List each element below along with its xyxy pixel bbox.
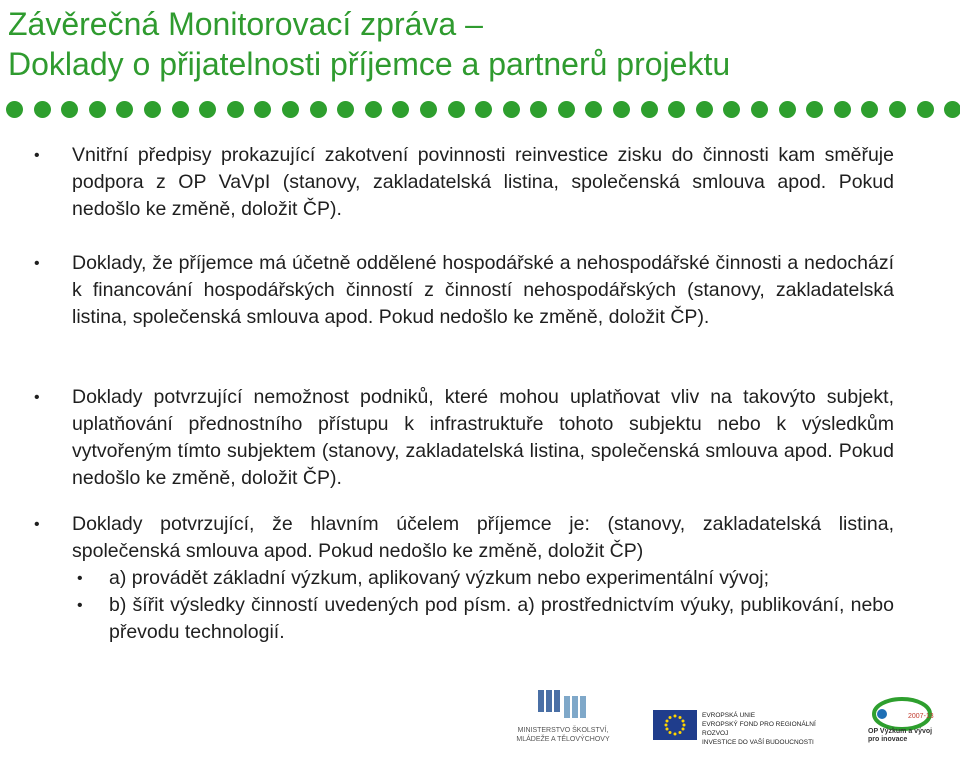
divider-dot: [944, 101, 960, 118]
bullet-icon: •: [77, 570, 83, 587]
bullet-item: [34, 142, 894, 223]
title-line-1: Závěrečná Monitorovací zpráva –: [8, 6, 483, 42]
msmt-line-2: MLÁDEŽE A TĚLOVÝCHOVY: [516, 736, 610, 743]
eu-line-1: EVROPSKÁ UNIE: [702, 712, 756, 719]
divider-dot: [172, 101, 189, 118]
divider-dot: [116, 101, 133, 118]
divider-dot: [751, 101, 768, 118]
divider-dot: [723, 101, 740, 118]
bullet-text: Doklady potvrzující, že hlavním účelem příjemce je: (stanovy, zakladatelská listina, společenská smlouva apod. Pokud nedošlo ke změně, doložit ČP): [72, 513, 894, 562]
divider-dot: [310, 101, 327, 118]
eu-caption: [702, 711, 827, 747]
op-line-1: OP Výzkum a vývoj: [868, 728, 933, 735]
bullet-item: [34, 384, 894, 492]
divider-dot: [392, 101, 409, 118]
divider-dot: [420, 101, 437, 118]
divider-dot: [254, 101, 271, 118]
op-line-2: pro inovace: [868, 736, 908, 743]
divider-dot: [61, 101, 78, 118]
divider-dot: [282, 101, 299, 118]
bullet-icon: •: [34, 147, 40, 164]
divider-dot: [503, 101, 520, 118]
divider-dot: [199, 101, 216, 118]
sub-bullet-item: [77, 592, 894, 646]
slide-title: [8, 4, 953, 84]
divider-dot: [227, 101, 244, 118]
divider-dot: [448, 101, 465, 118]
bullet-icon: •: [34, 389, 40, 406]
msmt-logo-icon: [508, 686, 618, 756]
divider-dot: [558, 101, 575, 118]
divider-dot: [475, 101, 492, 118]
title-line-2: Doklady o přijatelnosti příjemce a partnerů projektu: [8, 46, 731, 82]
divider-dot: [337, 101, 354, 118]
divider-dot: [917, 101, 934, 118]
divider-dot: [641, 101, 658, 118]
sub-bullet-text: b) šířit výsledky činností uvedených pod písm. a) prostřednictvím výuky, publikování, nebo převodu technologií.: [109, 594, 894, 643]
eu-flag-icon: [653, 710, 697, 740]
footer-logos: [0, 680, 960, 771]
bullet-text: Doklady potvrzující nemožnost podniků, které mohou uplatňovat vliv na takovýto subjekt, uplatňování přednostního přístupu k infrastruktuře tohoto subjektu nebo k výsledkům vytvořeným tímto subjektem (stanovy, zakladatelská listina, společenská smlouva apod. Pokud nedošlo ke změně, doložit ČP).: [72, 386, 894, 489]
bullet-text: Doklady, že příjemce má účetně oddělené hospodářské a nehospodářské činnosti a nedochází k financování hospodářských činností z činností nehospodářských (stanovy, zakladatelská listina, společenská smlouva apod. Pokud nedošlo ke změně, doložit ČP).: [72, 252, 894, 328]
sub-bullet-text: a) provádět základní výzkum, aplikovaný výzkum nebo experimentální vývoj;: [109, 567, 770, 589]
eu-line-3: INVESTICE DO VAŠÍ BUDOUCNOSTI: [702, 739, 814, 746]
eu-line-2: EVROPSKÝ FOND PRO REGIONÁLNÍ ROZVOJ: [702, 721, 816, 737]
divider-dot: [668, 101, 685, 118]
msmt-line-1: MINISTERSTVO ŠKOLSTVÍ,: [517, 727, 609, 734]
bullet-item: [34, 250, 894, 331]
msmt-caption: [508, 726, 618, 744]
sub-bullet-item: [77, 565, 894, 592]
divider-dot: [889, 101, 906, 118]
divider-dot: [806, 101, 823, 118]
divider-dot: [6, 101, 23, 118]
divider-dot: [834, 101, 851, 118]
dotted-divider: [6, 101, 960, 123]
divider-dot: [89, 101, 106, 118]
divider-dot: [530, 101, 547, 118]
op-years: 2007-13: [908, 713, 934, 720]
divider-dot: [34, 101, 51, 118]
bullet-icon: •: [34, 516, 40, 533]
bullet-icon: •: [34, 255, 40, 272]
divider-dot: [613, 101, 630, 118]
op-caption: [868, 728, 932, 744]
bullet-item: [34, 511, 894, 565]
divider-dot: [779, 101, 796, 118]
divider-dot: [585, 101, 602, 118]
divider-dot: [861, 101, 878, 118]
bullet-text: Vnitřní předpisy prokazující zakotvení povinnosti reinvestice zisku do činnosti kam směřuje podpora z OP VaVpI (stanovy, zakladatelská listina, společenská smlouva apod. Pokud nedošlo ke změně, doložit ČP).: [72, 144, 894, 220]
divider-dot: [696, 101, 713, 118]
divider-dot: [365, 101, 382, 118]
bullet-icon: •: [77, 597, 83, 614]
divider-dot: [144, 101, 161, 118]
